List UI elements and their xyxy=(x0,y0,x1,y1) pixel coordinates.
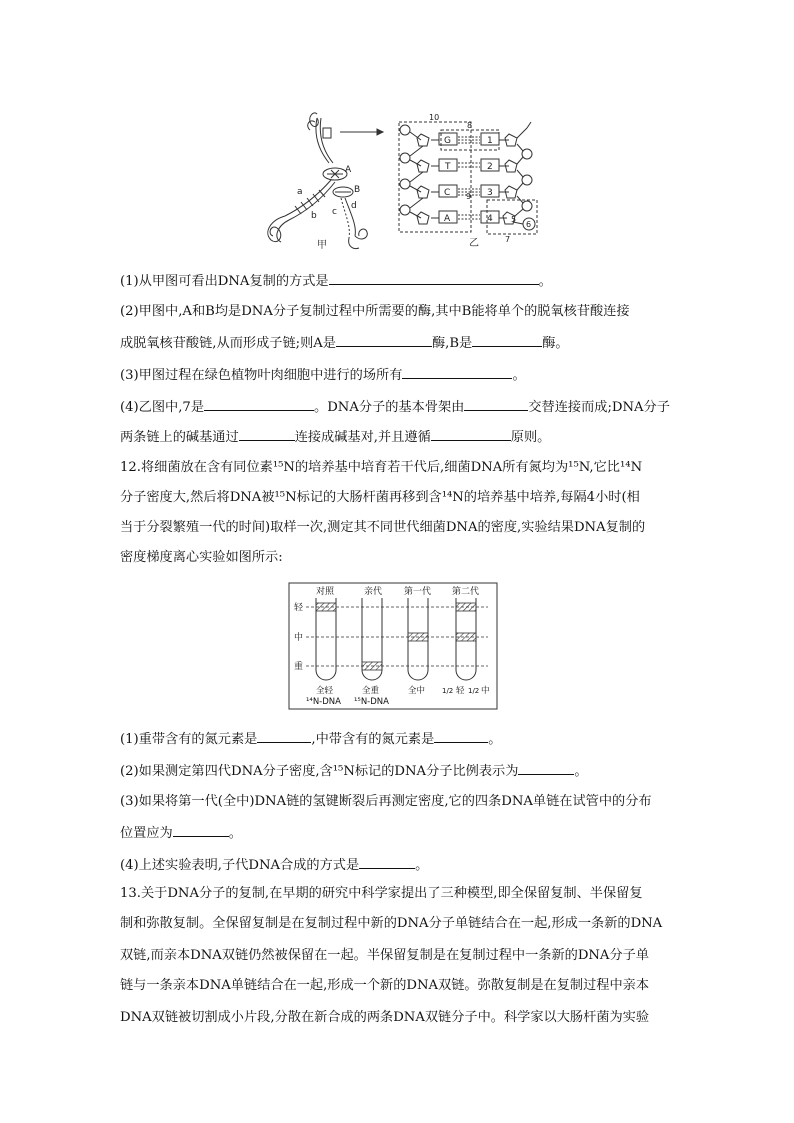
label-b: b xyxy=(311,211,317,221)
base-C: C xyxy=(444,188,451,198)
q12-line3: 当于分裂繁殖一代的时间)取样一次,测定其不同世代细菌DNA的密度,实验结果DNA复制的 xyxy=(120,520,646,535)
q13-line2: 制和弥散复制。全保留复制是在复制过程中新的DNA分子单链结合在一起,形成一条新的DNA xyxy=(120,916,663,931)
row-light: 轻 xyxy=(294,603,304,613)
label-A: A xyxy=(345,165,352,175)
num-3: 3 xyxy=(487,188,493,198)
col-parent: 亲代 xyxy=(364,587,383,597)
answer-blank[interactable] xyxy=(464,396,528,411)
answer-blank[interactable] xyxy=(359,854,415,869)
num-1: 1 xyxy=(487,136,493,146)
answer-blank[interactable] xyxy=(402,364,512,379)
q13-line1: 13.关于DNA分子的复制,在早期的研究中科学家提出了三种模型,即全保留复制、半保留复 xyxy=(120,886,643,901)
answer-blank[interactable] xyxy=(431,426,511,441)
label-d: d xyxy=(351,201,357,211)
q12-sub3-line1: (3)如果将第一代(全中)DNA链的氢键断裂后再测定密度,它的四条DNA单链在试管中的分布 xyxy=(120,794,652,809)
bottom-gen2-frac-1: 1/2 xyxy=(442,687,454,695)
label-c: c xyxy=(332,207,337,217)
col-gen1: 第一代 xyxy=(404,587,432,597)
num-7: 7 xyxy=(505,235,511,244)
answer-blank[interactable] xyxy=(257,728,311,743)
answer-blank[interactable] xyxy=(329,270,539,285)
q12-sub3-line2: 位置应为 。 xyxy=(120,822,242,844)
q13-line3: 双链,而亲本DNA双链仍然被保留在一起。半保留复制是在复制过程中一条新的DNA分子单 xyxy=(120,948,650,963)
answer-blank[interactable] xyxy=(239,426,295,441)
density-gradient-figure xyxy=(288,582,498,710)
q12-sub1: (1)重带含有的氮元素是 ,中带含有的氮元素是 。 xyxy=(120,728,501,750)
bottom-gen2-frac-2: 1/2 xyxy=(468,687,480,695)
q11-part3: (3)甲图过程在绿色植物叶肉细胞中进行的场所有 。 xyxy=(120,364,526,386)
band-gen2-mid xyxy=(456,633,476,641)
q12-line1: 12.将细菌放在含有同位素¹⁵N的培养基中培育若干代后,细菌DNA所有氮均为¹⁵N,它比¹⁴N xyxy=(120,460,643,475)
num-5: 5 xyxy=(511,215,517,224)
num-6: 6 xyxy=(526,220,532,229)
num-2: 2 xyxy=(487,162,493,172)
row-heavy: 重 xyxy=(294,662,304,672)
answer-blank[interactable] xyxy=(173,822,229,837)
num-4: 4 xyxy=(487,214,493,224)
answer-blank[interactable] xyxy=(472,332,542,347)
band-control-light xyxy=(316,603,336,611)
band-gen2-light xyxy=(456,603,476,611)
num-9: 9 xyxy=(466,192,472,201)
q12-line4: 密度梯度离心实验如图所示: xyxy=(120,550,283,565)
q12-sub4: (4)上述实验表明,子代DNA合成的方式是 。 xyxy=(120,854,428,876)
q11-part4-line1: (4)乙图中,7是 。DNA分子的基本骨架由 交替连接而成;DNA分子 xyxy=(120,396,670,418)
q11-part4-line2: 两条链上的碱基通过 连接成碱基对,并且遵循 原则。 xyxy=(120,426,550,448)
answer-blank[interactable] xyxy=(204,396,314,411)
bottom-control-1: 全轻 xyxy=(316,686,334,696)
q13-line4: 链与一条亲本DNA单链结合在一起,形成一个新的DNA双链。弥散复制是在复制过程中亲本 xyxy=(120,978,650,993)
band-parent-heavy xyxy=(362,662,382,670)
bottom-gen2-mid: 中 xyxy=(481,686,490,696)
answer-blank[interactable] xyxy=(434,728,488,743)
answer-blank[interactable] xyxy=(336,332,432,347)
q12-line2: 分子密度大,然后将DNA被¹⁵N标记的大肠杆菌再移到含¹⁴N的培养基中培养,每隔4小时(相 xyxy=(120,490,640,505)
base-G: G xyxy=(444,136,451,146)
answer-blank[interactable] xyxy=(518,760,574,775)
base-T: T xyxy=(445,162,451,172)
col-gen2: 第二代 xyxy=(452,587,480,597)
base-A: A xyxy=(444,214,451,224)
bottom-control-2: ¹⁴N-DNA xyxy=(306,697,341,707)
bottom-parent-1: 全重 xyxy=(362,686,380,696)
dna-replication-figure xyxy=(255,108,545,258)
label-a: a xyxy=(297,187,303,197)
label-jia: 甲 xyxy=(317,240,327,251)
col-control: 对照 xyxy=(316,587,335,597)
q13-line5: DNA双链被切割成小片段,分散在新合成的两条DNA双链分子中。科学家以大肠杆菌为实验 xyxy=(120,1010,650,1025)
q12-sub2: (2)如果测定第四代DNA分子密度,含¹⁵N标记的DNA分子比例表示为 。 xyxy=(120,760,588,782)
label-yi: 乙 xyxy=(469,238,479,249)
q11-part2-line1: (2)甲图中,A和B均是DNA分子复制过程中所需要的酶,其中B能将单个的脱氧核苷酸连接 xyxy=(120,304,630,319)
num-10: 10 xyxy=(429,113,440,122)
label-B: B xyxy=(354,185,361,195)
band-gen1-mid xyxy=(408,633,428,641)
q11-part1: (1)从甲图可看出DNA复制的方式是 。 xyxy=(120,270,552,292)
num-8: 8 xyxy=(467,121,473,130)
bottom-gen1: 全中 xyxy=(408,686,426,696)
bottom-gen2-light: 轻 xyxy=(456,686,465,696)
bottom-parent-2: ¹⁵N-DNA xyxy=(354,697,389,707)
row-mid: 中 xyxy=(294,633,304,643)
q11-part2-line2: 成脱氧核苷酸链,从而形成子链;则A是 酶,B是 酶。 xyxy=(120,332,569,354)
